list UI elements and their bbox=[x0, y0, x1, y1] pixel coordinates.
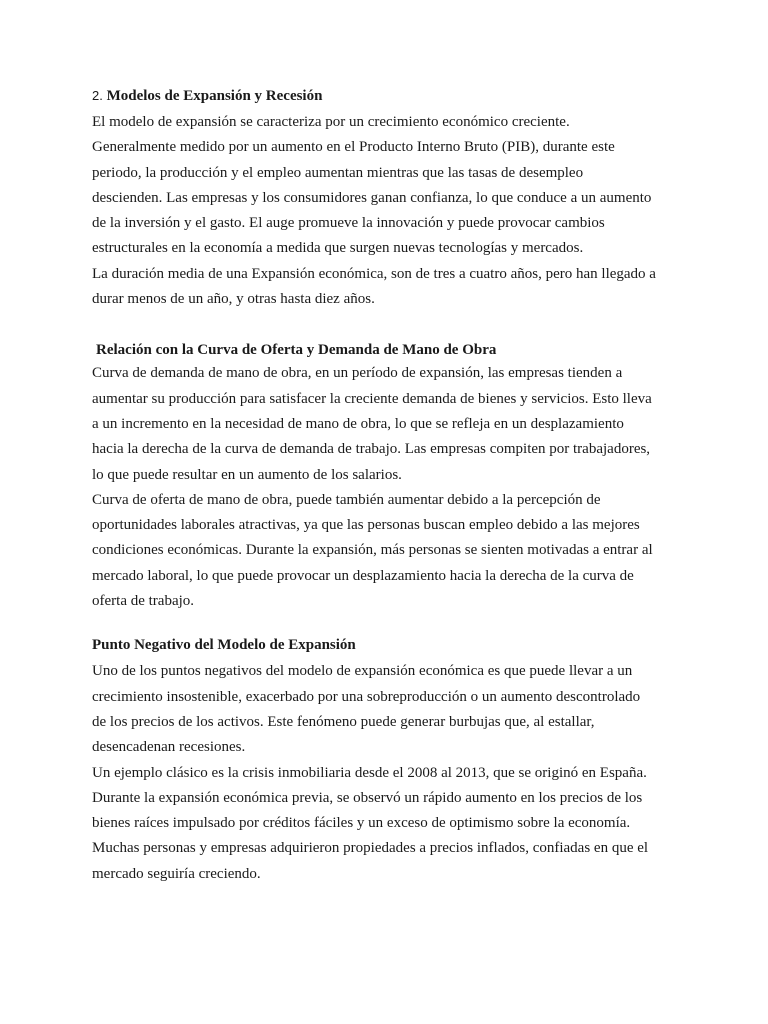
text-line: Muchas personas y empresas adquirieron propiedades a precios inflados, confiadas en que el bbox=[92, 840, 649, 857]
text-line: periodo, la producción y el empleo aumentan mientras que las tasas de desempleo bbox=[92, 164, 584, 181]
section-number: 2. bbox=[92, 88, 103, 103]
text-line: oferta de trabajo. bbox=[92, 593, 195, 610]
text-line: oportunidades laborales atractivas, ya que las personas buscan empleo debido a las mejores bbox=[92, 517, 640, 534]
text-line: condiciones económicas. Durante la expansión, más personas se sienten motivadas a entrar al bbox=[92, 542, 653, 559]
text-line: aumentar su producción para satisfacer la creciente demanda de bienes y servicios. Esto lleva bbox=[92, 390, 652, 407]
paragraph-expansion-model bbox=[92, 110, 682, 312]
section-title: Modelos de Expansión y Recesión bbox=[106, 88, 323, 104]
text-line: lo que puede resultar en un aumento de los salarios. bbox=[92, 466, 402, 483]
text-line: crecimiento insostenible, exacerbado por una sobreproducción o un aumento descontrolado bbox=[92, 688, 641, 705]
text-line: estructurales en la economía a medida que surgen nuevas tecnologías y mercados. bbox=[92, 240, 584, 257]
text-line: hacia la derecha de la curva de demanda de trabajo. Las empresas compiten por trabajadores, bbox=[92, 441, 651, 458]
text-line: mercado seguiría creciendo. bbox=[92, 865, 261, 882]
text-line: descienden. Las empresas y los consumidores ganan confianza, lo que conduce a un aumento bbox=[92, 189, 652, 206]
text-line: La duración media de una Expansión económica, son de tres a cuatro años, pero han llegado a bbox=[92, 265, 656, 282]
paragraph-negative-point bbox=[92, 659, 682, 887]
section-heading-expansion-recession bbox=[92, 86, 682, 106]
text-line: Generalmente medido por un aumento en el Producto Interno Bruto (PIB), durante este bbox=[92, 139, 615, 156]
text-line: Curva de oferta de mano de obra, puede también aumentar debido a la percepción de bbox=[92, 491, 601, 508]
text-line: desencadenan recesiones. bbox=[92, 739, 246, 756]
text-line: mercado laboral, lo que puede provocar un desplazamiento hacia la derecha de la curva de bbox=[92, 567, 634, 584]
text-line: durar menos de un año, y otras hasta diez años. bbox=[92, 291, 375, 308]
text-line: a un incremento en la necesidad de mano de obra, lo que se refleja en un desplazamiento bbox=[92, 415, 624, 432]
text-line: Curva de demanda de mano de obra, en un período de expansión, las empresas tienden a bbox=[92, 365, 623, 382]
section-heading-labor-curve: Relación con la Curva de Oferta y Demanda de Mano de Obra bbox=[96, 342, 497, 359]
text-line: Uno de los puntos negativos del modelo de expansión económica es que puede llevar a un bbox=[92, 663, 633, 680]
text-line: El modelo de expansión se caracteriza por un crecimiento económico creciente. bbox=[92, 114, 570, 130]
paragraph-labor-curve bbox=[92, 361, 682, 614]
section-heading-negative-point: Punto Negativo del Modelo de Expansión bbox=[92, 637, 356, 654]
text-line: Un ejemplo clásico es la crisis inmobiliaria desde el 2008 al 2013, que se originó en España. bbox=[92, 764, 647, 781]
document-page bbox=[92, 86, 682, 887]
text-line: de la inversión y el gasto. El auge promueve la innovación y puede provocar cambios bbox=[92, 215, 605, 232]
text-line: Durante la expansión económica previa, se observó un rápido aumento en los precios de los bbox=[92, 789, 643, 806]
text-line: bienes raíces impulsado por créditos fáciles y un exceso de optimismo sobre la economía. bbox=[92, 815, 631, 832]
text-line: de los precios de los activos. Este fenómeno puede generar burbujas que, al estallar, bbox=[92, 713, 595, 730]
